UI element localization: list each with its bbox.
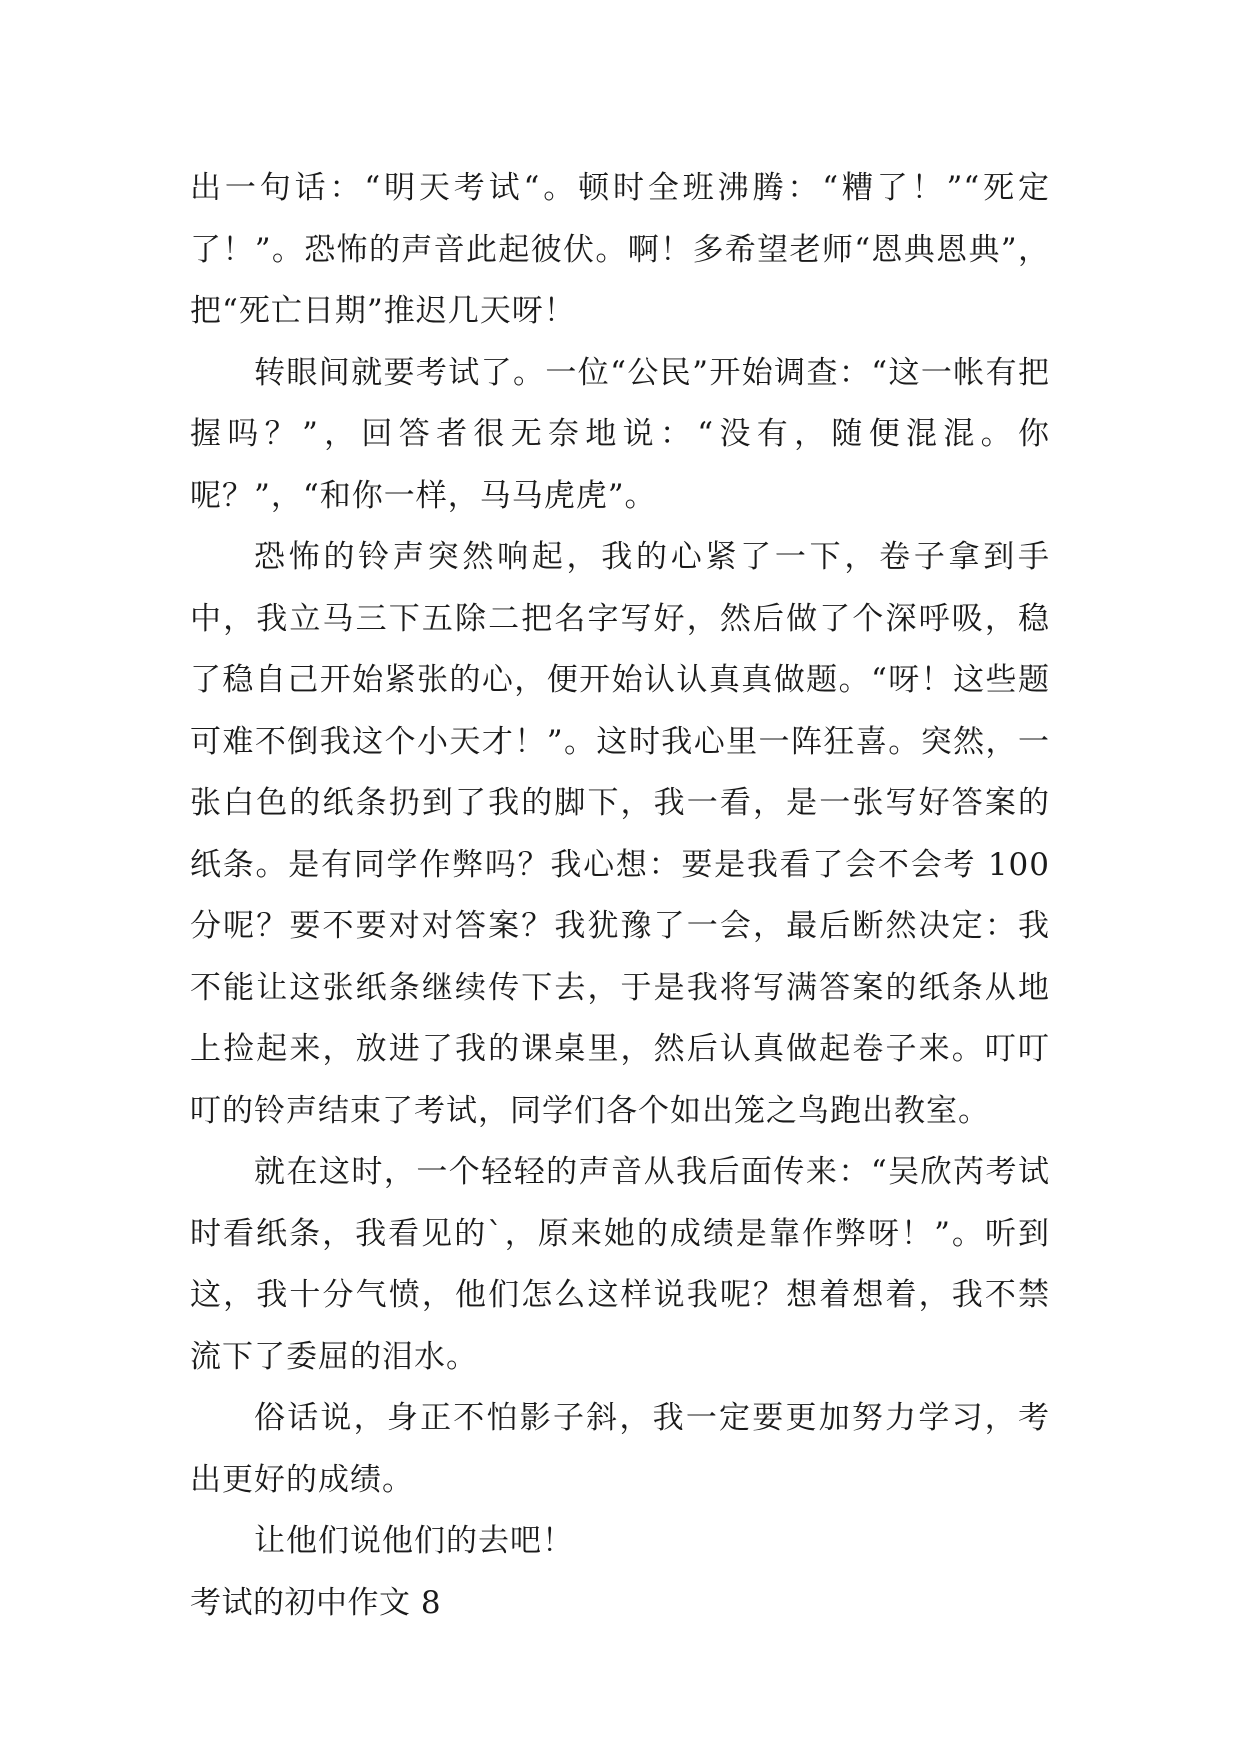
paragraph-6: 让他们说他们的去吧！	[254, 1523, 574, 1559]
paragraph-1: 出一句话：“明天考试“。顿时全班沸腾：“糟了！”“死定了！”。恐怖的声音此起彼伏。啊！多希望老师“恩典恩典”，把“死亡日期”推迟几天呀！	[190, 170, 1050, 329]
paragraph-3: 恐怖的铃声突然响起，我的心紧了一下，卷子拿到手中，我立马三下五除二把名字写好，然后做了个深呼吸，稳了稳自己开始紧张的心，便开始认认真真做题。“呀！这些题可难不倒我这个小天才！”。这时我心里一阵狂喜。突然，一张白色的纸条扔到了我的脚下，我一看，是一张写好答案的纸条。是有同学作弊吗？我心想：要是我看了会不会考 100 分呢？要不要对对答案？我犹豫了一会，最后断然决定：我不能让这张纸条继续传下去，于是我将写满答案的纸条从地上捡起来，放进了我的课桌里，然后认真做起卷子来。叮叮叮的铃声结束了考试，同学们各个如出笼之鸟跑出教室。	[190, 539, 1050, 1129]
paragraph-4: 就在这时，一个轻轻的声音从我后面传来：“吴欣芮考试时看纸条，我看见的`，原来她的成绩是靠作弊呀！”。听到这，我十分气愤，他们怎么这样说我呢？想着想着，我不禁流下了委屈的泪水。	[190, 1154, 1050, 1375]
section-heading: 考试的初中作文 8	[190, 1584, 442, 1621]
essay-body	[190, 158, 1050, 1634]
paragraph-2: 转眼间就要考试了。一位“公民”开始调查：“这一帐有把握吗？”，回答者很无奈地说：“没有，随便混混。你呢？”，“和你一样，马马虎虎”。	[190, 354, 1050, 514]
paragraph-5: 俗话说，身正不怕影子斜，我一定要更加努力学习，考出更好的成绩。	[190, 1400, 1050, 1498]
